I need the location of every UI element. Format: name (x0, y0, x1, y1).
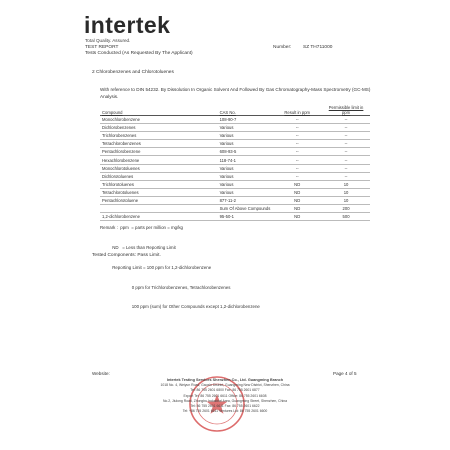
result-cell: ND (272, 196, 322, 204)
footer-line: Tel: 86 755 2601 6800 Fax: 86 755 2601 6877 (190, 388, 260, 393)
table-row (100, 196, 370, 204)
compound-cell: Pentachlorobenzene (100, 148, 218, 156)
table-row (100, 156, 370, 164)
compound-cell: Trichlorotoluenes (100, 180, 218, 188)
limit-cell: -- (322, 116, 370, 124)
limit-cell: 10 (322, 180, 370, 188)
result-cell: -- (272, 148, 322, 156)
compound-cell: Dichlorotoluenes (100, 172, 218, 180)
result-cell: -- (272, 172, 322, 180)
limit-cell: -- (322, 148, 370, 156)
footer-company: Intertek Testing Services Shenzhen Co., Ltd. Guangming Branch (166, 378, 284, 382)
table-header-row (100, 102, 370, 116)
result-cell: -- (272, 164, 322, 172)
limit-cell: 500 (322, 213, 370, 221)
result-cell: ND (272, 205, 322, 213)
limit-cell: -- (322, 156, 370, 164)
limit-cell: -- (322, 140, 370, 148)
cas-cell: Various (218, 132, 273, 140)
conclusion: Tested Components: Pass Limit. (92, 253, 161, 258)
report-title: TEST REPORT (85, 45, 119, 50)
method-description: With reference to DIN 54232. By Dissolution In Organic Solvent And Followed By Gas Chromatography-Mass Spectrometry (GC-MS) Analysis. (100, 87, 371, 99)
table-row (100, 172, 370, 180)
header-result: Result in ppm (272, 102, 322, 116)
report-number-label: Number: (273, 45, 292, 50)
remark-line: Reporting Limit = 100 ppm for 1,2-dichlorobenzene (100, 264, 212, 270)
remark-line: ND = Less than Reporting Limit (100, 244, 176, 250)
company-logo: intertek (84, 12, 171, 38)
cas-cell: 608-93-5 (218, 148, 273, 156)
limit-cell: -- (322, 132, 370, 140)
footer-line: Tel: 86 755 2601 6611 Fax: 86 755 2601 6622 (190, 404, 260, 409)
compound-cell: Tetrachlorobenzenes (100, 140, 218, 148)
cas-cell: 877-11-2 (218, 196, 273, 204)
cas-cell: Sum Of Above Compounds (219, 206, 271, 212)
result-cell: -- (272, 156, 322, 164)
result-cell: -- (272, 140, 322, 148)
table-row (100, 148, 370, 156)
cas-cell: 118-74-1 (218, 156, 273, 164)
result-cell: ND (272, 188, 322, 196)
cas-cell: 95-50-1 (218, 213, 273, 221)
table-row (100, 132, 370, 140)
limit-cell: -- (322, 124, 370, 132)
cas-cell: Various (218, 180, 273, 188)
remark-line: 0 ppm for Trichlorobenzenes, Tetrachlorobenzenes (100, 284, 231, 290)
footer-line: Tel: +86 755 2601 6611 Ventures Ltd: 86 755 2601 6600 (182, 409, 268, 414)
table-row (100, 116, 370, 124)
section-title: 2 Chlorobenzenes and Chlorotoluenes (92, 70, 174, 75)
website-label: Website: (92, 371, 110, 376)
report-subtitle: Tests Conducted (As Requested By The Applicant) (85, 51, 193, 56)
cas-cell: Various (218, 188, 273, 196)
table-row (100, 188, 370, 196)
header-limit: Permissible limit in ppm (322, 102, 370, 116)
report-number-value: SZ TH711000 (303, 45, 333, 50)
logo-tagline: Total Quality. Assured. (85, 38, 131, 43)
result-cell: -- (272, 124, 322, 132)
cas-cell: Various (218, 164, 273, 172)
table-row (100, 140, 370, 148)
cas-cell: Various (218, 172, 273, 180)
remark-block (100, 212, 260, 324)
compound-cell: Hexachlorobenzene (100, 156, 218, 164)
table-row (100, 124, 370, 132)
limit-cell: 10 (322, 188, 370, 196)
footer-line: Export Tel: 86 755 2601 6611 Office: 86 755 2601 6608 (183, 393, 267, 398)
compound-cell: Tetrachlorotoluenes (100, 188, 218, 196)
cas-cell: Various (218, 140, 273, 148)
table-row (100, 164, 370, 172)
compound-cell: Monochlorobenzene (100, 116, 218, 124)
page-number: Page 4 of 5 (333, 371, 357, 376)
result-cell: -- (272, 132, 322, 140)
result-cell: -- (272, 116, 322, 124)
footer-address (130, 378, 320, 414)
remark-line: Remark : ppm = parts per million = mg/kg (100, 225, 183, 231)
limit-cell: 10 (322, 196, 370, 204)
result-cell: ND (272, 180, 322, 188)
compound-cell: Dichlorobenzenes (100, 124, 218, 132)
header-compound: Compound (100, 102, 218, 116)
table-row (100, 180, 370, 188)
cas-cell: Various (218, 124, 273, 132)
cas-cell: 108-90-7 (218, 116, 273, 124)
footer-line: 1018 No. 4, Weiyun Road, Gaoxin District, Guangming New District, Shenzhen, China (160, 383, 290, 388)
compound-cell: 1,2-dichlorobenzene (100, 213, 218, 221)
results-table (100, 102, 370, 221)
footer-line: No.2, Jiulong Road, Zhongbu Industrial Area, Guangming Street, Shenzhen, China (162, 398, 288, 403)
header-cas-no: CAS No. (218, 102, 273, 116)
compound-cell: Monochlorotoluenes (100, 164, 218, 172)
compound-cell: Trichlorobenzenes (100, 132, 218, 140)
remark-line: 100 ppm (sum) for Other Compounds except 1,2-dichlorobenzene (100, 304, 260, 310)
compound-cell: Pentachlorotoluene (100, 196, 218, 204)
limit-cell: 200 (322, 205, 370, 213)
limit-cell: -- (322, 172, 370, 180)
result-cell: ND (272, 213, 322, 221)
limit-cell: -- (322, 164, 370, 172)
